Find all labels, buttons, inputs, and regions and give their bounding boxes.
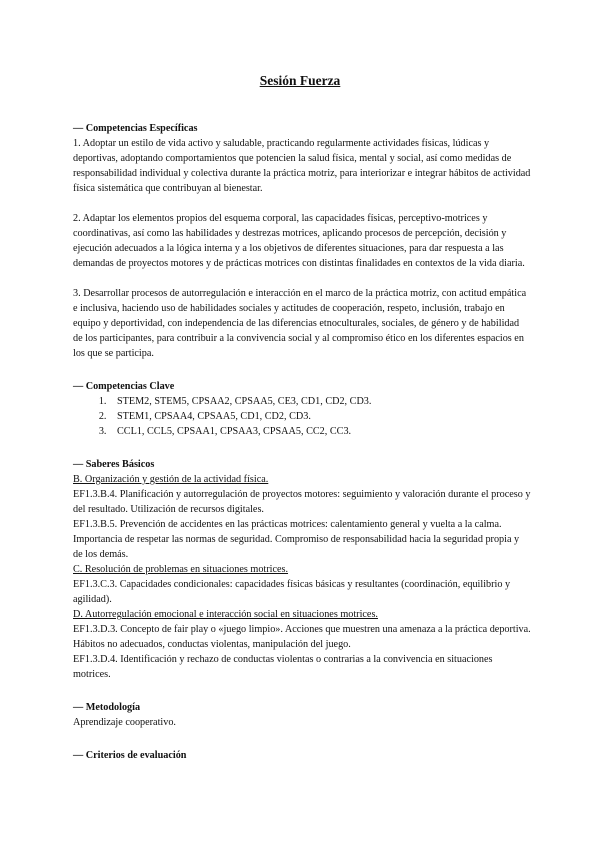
saberes-c3: EF1.3.C.3. Capacidades condicionales: capacidades físicas básicas y resultantes (coordinación, equilibrio y agilidad).: [73, 579, 511, 605]
document-body: [73, 121, 531, 763]
clave-item-1: 1. STEM2, STEM5, CPSAA2, CPSAA5, CE3, CD1, CD2, CD3.: [109, 394, 531, 409]
clave-list: [73, 394, 531, 439]
saberes-b4: EF1.3.B.4. Planificación y autorregulación de proyectos motores: seguimiento y valoración durante el proceso y del resultado. Utilización de recursos digitales.: [73, 489, 531, 515]
saberes-d-title: D. Autorregulación emocional e interacción social en situaciones motrices.: [73, 609, 378, 620]
metodologia-text: Aprendizaje cooperativo.: [73, 717, 176, 728]
especifica-item-1: 1. Adoptar un estilo de vida activo y saludable, practicando regularmente actividades físicas, lúdicas y deportivas, adoptando comportamientos que potencien la salud física, mental y social, así como medidas de responsabilidad individual y colectiva durante la práctica motriz, para interiorizar e integrar hábitos de actividad física sistemática que contribuyan al bienestar.: [73, 138, 531, 194]
saberes-d4: EF1.3.D.4. Identificación y rechazo de conductas violentas o contrarias a la convivencia en situaciones motrices.: [73, 654, 493, 680]
especificas-heading: — Competencias Específicas: [73, 123, 198, 134]
clave-heading: — Competencias Clave: [73, 381, 175, 392]
saberes-d3: EF1.3.D.3. Concepto de fair play o «juego limpio». Acciones que muestren una amenaza a la práctica deportiva. Hábitos no adecuados, conductas violentas, manipulación del juego.: [73, 624, 531, 650]
saberes-b5: EF1.3.B.5. Prevención de accidentes en las prácticas motrices: calentamiento general y vuelta a la calma. Importancia de respetar las normas de seguridad. Compromiso de responsabilidad hacia la seguridad propia y de los demás.: [73, 519, 520, 560]
saberes-heading: — Saberes Básicos: [73, 459, 155, 470]
especifica-item-2: 2. Adaptar los elementos propios del esquema corporal, las capacidades físicas, perceptivo-motrices y coordinativas, así como las habilidades y destrezas motrices, aplicando procesos de percepción, decisión y ejecución adecuados a la lógica interna y a los objetivos de diferentes situaciones, para dar respuesta a las demandas de proyectos motores y de prácticas motrices con distintas finalidades en contextos de la vida diaria.: [73, 213, 525, 269]
page-title: Sesión Fuerza: [259, 73, 341, 88]
clave-item-3: 3. CCL1, CCL5, CPSAA1, CPSAA3, CPSAA5, CC2, CC3.: [109, 424, 531, 439]
saberes-b-title: B. Organización y gestión de la actividad física.: [73, 474, 269, 485]
saberes-c-title: C. Resolución de problemas en situaciones motrices.: [73, 564, 289, 575]
criterios-heading: — Criterios de evaluación: [73, 750, 187, 761]
clave-item-2: 2. STEM1, CPSAA4, CPSAA5, CD1, CD2, CD3.: [109, 409, 531, 424]
especifica-item-3: 3. Desarrollar procesos de autorregulación e interacción en el marco de la práctica motriz, con actitud empática e inclusiva, haciendo uso de habilidades sociales y actitudes de cooperación, respeto, inclusión, trabajo en equipo y deportividad, con independencia de las diferencias etnoculturales, sociales, de género y de habilidad de los participantes, para contribuir a la convivencia social y al compromiso ético en los diferentes espacios en los que se participa.: [73, 288, 527, 359]
metodologia-heading: — Metodología: [73, 702, 141, 713]
